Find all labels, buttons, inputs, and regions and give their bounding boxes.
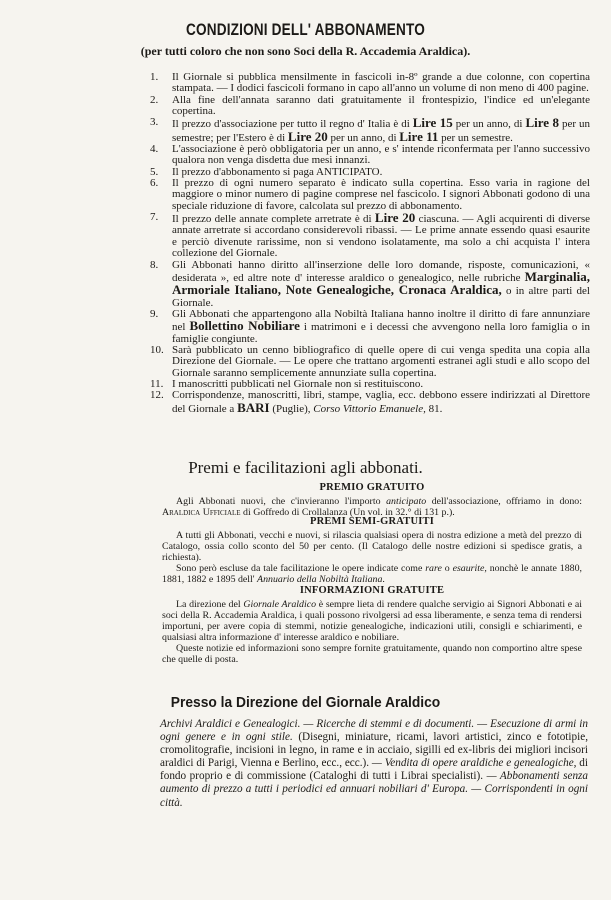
item-text: I manoscritti pubblicati nel Giornale non si restituiscono.: [172, 377, 424, 390]
item-text: Gli Abbonati che appartengono alla Nobiltà Italiana hanno inoltre il diritto di fare annunziare nel: [172, 307, 590, 334]
price-italy-year: Lire 15: [412, 115, 453, 131]
list-item: [150, 95, 590, 118]
item-text: per un semestre; per l'Estero è di: [172, 118, 591, 144]
text-span: esaurite: [452, 563, 485, 574]
text-span: anticipato: [386, 496, 427, 507]
text-span: Annuario della Nobiltà Italiana: [257, 574, 383, 585]
text-span: (Disegni, miniature, ricami, lavori artistici, zinco e fototipie, cromolitografie, incisioni in legno, in rame e in acciaio, sigilli ed ex-libris dei migliori incisori araldici di Parigi, Vienna e Berlino, ecc., ecc.).: [160, 731, 588, 770]
item-number: 1.: [150, 71, 159, 83]
text-span: di Goffredo di Crollalanza (Un vol. in 32.° di 131 p.).: [240, 507, 455, 518]
item-text: (Puglie),: [269, 402, 314, 415]
text-span: La direzione del: [176, 599, 244, 610]
item-text: Gli Abbonati hanno diritto all'inserzione delle loro domande, risposte, comunicazioni, « desiderata », ed altre note d' interesse araldico o genealogico, nelle rubriche: [172, 258, 590, 284]
text-span: o: [441, 563, 453, 574]
text-span: di fondo proprio e di commissione (Cataloghi di tutti i Librai specialisti).: [160, 757, 589, 783]
item-text: L'associazione è però obbligatoria per un anno, e s' intende riconfermata per l'anno successivo qualora non venga disdetta due mesi innanzi.: [172, 143, 590, 167]
item-number: 12.: [150, 389, 164, 402]
item-text: Il prezzo di ogni numero separato è indicato sulla copertina. Esso varia in ragione del maggiore o minor numero di pagine comprese nel fascicolo. I signori Abbonati godono di una speciale riduzione di favore, calcolata sul prezzo di abbonamento.: [172, 177, 590, 212]
condizioni-title: CONDIZIONI DELL' ABBONAMENTO: [186, 20, 425, 39]
item-number: 8.: [150, 258, 159, 271]
premio-gratuito-section: [162, 482, 582, 518]
price-abroad-year: Lire 20: [287, 128, 328, 144]
item-number: 2.: [150, 93, 159, 106]
bollettino-name: Bollettino Nobiliare: [189, 318, 300, 334]
item-text: Il prezzo d'abbonamento si paga ANTICIPATO.: [172, 165, 383, 178]
presso-text: [160, 718, 588, 810]
item-number: 10.: [150, 343, 164, 356]
rubriche-names: Marginalia, Armoriale Italiano, Note Genealogiche, Cronaca Araldica,: [172, 268, 590, 298]
item-text: Sarà pubblicato un cenno bibliografico di quelle opere di cui venga spedita una copia alla Direzione del Giornale. — Le opere che trattano argomenti estranei agli studi e allo scopo del Giornale saranno semplicemente annunziate sulla copertina.: [172, 343, 590, 379]
item-text: Il Giornale si pubblica mensilmente in fascicoli in-8º grande a due colonne, con copertina stampata. — I dodici fascicoli formano in capo all'anno un volume di non meno di 400 pagine.: [172, 71, 590, 95]
text-span: Archivi Araldici e Genealogici. — Ricerche di stemmi e di documenti. — Esecuzione di armi in ogni genere e in ogni stile.: [160, 718, 588, 744]
premio-gratuito-heading: PREMIO GRATUITO: [319, 482, 425, 493]
condizioni-list: [150, 72, 590, 415]
street-name: Corso Vittorio Emanuele,: [313, 402, 426, 415]
item-text: Il prezzo delle annate complete arretrate è di: [172, 213, 375, 226]
item-number: 7.: [150, 211, 159, 224]
item-text: Il prezzo d'associazione per tutto il regno d' Italia è di: [172, 118, 413, 131]
item-text: per un anno, di: [452, 118, 526, 131]
price-italy-semester: Lire 8: [525, 115, 560, 131]
list-item: [150, 260, 590, 309]
text-span: dell'associazione, offriamo in dono:: [426, 496, 582, 507]
text-span: — Vendita di opere araldiche e genealogiche,: [371, 757, 577, 770]
item-text: ciascuna. — Agli acquirenti di diverse annate arretrate si accordano considerevoli ribassi. — Le prime annate essendo quasi esaurite e perciò divenute rarissime, non si vendono isolatamente, ma solo a chi acquista l' intera collezione del Giornale.: [172, 213, 590, 260]
item-text: o in altre parti del Giornale.: [172, 285, 590, 309]
list-item: [150, 72, 590, 95]
list-item: [150, 390, 590, 415]
list-item: [150, 178, 590, 212]
list-item: [150, 117, 590, 144]
item-text: per un anno, di: [327, 131, 400, 144]
city-bari: BARI: [237, 399, 270, 415]
item-text: Alla fine dell'annata saranno dati gratuitamente il frontespizio, l'indice ed un'elegante copertina.: [172, 93, 590, 118]
price-back-issues: Lire 20: [374, 210, 416, 226]
text-span: — Abbonamenti senza aumento di prezzo a tutti i periodici ed annuari nobiliari d' Europa. — Corrispondenti in ogni città.: [160, 770, 589, 809]
premi-semi-section: [162, 516, 582, 585]
item-number: 6.: [150, 177, 159, 190]
item-number: 11.: [150, 377, 164, 390]
informazioni-section: [162, 585, 582, 665]
list-item: [150, 309, 590, 345]
premi-semi-exclusions: [162, 563, 582, 585]
list-item: [150, 212, 590, 259]
presso-title: Presso la Direzione del Giornale Araldico: [170, 694, 441, 711]
item-number: 9.: [150, 307, 159, 320]
item-number: 3.: [150, 116, 159, 129]
text-span: , nonchè le annate 1880, 1881, 1882 e 1895 dell': [162, 563, 582, 585]
informazioni-heading: INFORMAZIONI GRATUITE: [299, 585, 445, 596]
price-abroad-semester: Lire 11: [399, 128, 439, 144]
item-number: 4.: [150, 143, 159, 156]
informazioni-text: [162, 599, 582, 643]
premi-title: Premi e facilitazioni agli abbonati.: [188, 458, 423, 477]
item-text: per un semestre.: [438, 131, 513, 144]
text-span: rare: [425, 563, 442, 574]
list-item: [150, 144, 590, 167]
item-text: Corrispondenze, manoscritti, libri, stampe, vaglia, ecc. debbono essere indirizzati al Direttore del Giornale a: [172, 389, 590, 415]
item-text: 81.: [425, 402, 443, 415]
text-span: Giornale Araldico: [243, 599, 317, 610]
text-span: Sono però escluse da tale facilitazione le opere indicate come: [176, 563, 426, 574]
premi-semi-heading: PREMI SEMI-GRATUITI: [309, 516, 435, 527]
text-span: Agli Abbonati nuovi, che c'invieranno l'importo: [176, 496, 387, 507]
item-text: i matrimoni e i decessi che avvengono nella loro famiglia o in famiglie congiunte.: [172, 321, 590, 345]
text-span: è sempre lieta di rendere qualche servigio ai Signori Abbonati e ai soci della R. Accademia Araldica, i quali possono rivolgersi ad essa liberamente, e senza tema di rendersi importuni, per avere copia di stemmi, notizie genealogiche, indicazioni utili, consigli e schiarimenti, e qualsiasi altra informazione d' interesse araldico e nobiliare.: [162, 599, 582, 643]
book-title: Araldica Ufficiale: [162, 507, 241, 518]
informazioni-note: Queste notizie ed informazioni sono sempre fornite gratuitamente, quando non comportino altre spese che quelle di posta.: [162, 643, 582, 665]
text-span: .: [382, 574, 385, 585]
premio-gratuito-text: [162, 496, 582, 518]
condizioni-subtitle: (per tutti coloro che non sono Soci della R. Accademia Araldica).: [140, 44, 471, 58]
item-number: 5.: [150, 165, 159, 178]
premi-semi-text: A tutti gli Abbonati, vecchi e nuovi, si rilascia qualsiasi opera di nostra edizione a metà del prezzo di Catalogo, ossia collo sconto del 50 per cento. (Il Catalogo delle nostre edizioni si spedisce gratis, a richiesta).: [162, 530, 582, 563]
list-item: [150, 345, 590, 379]
